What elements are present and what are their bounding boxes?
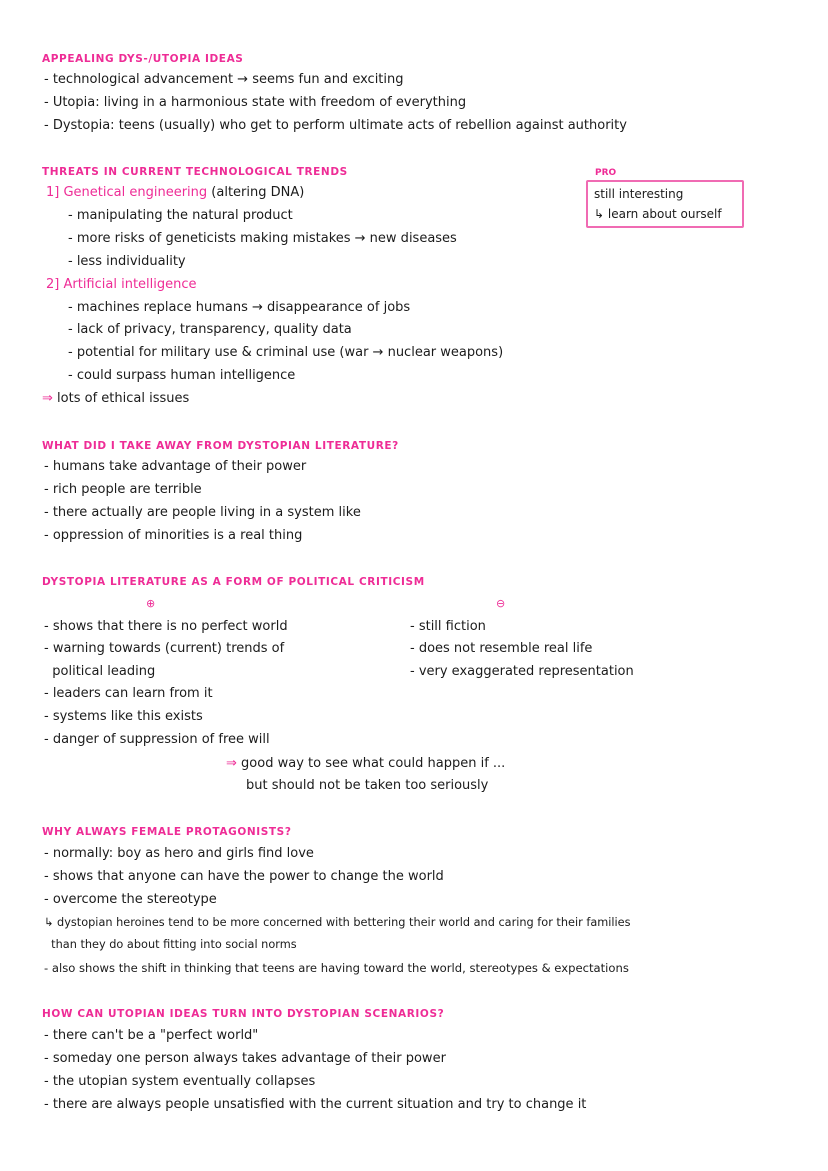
list-item: ↳ dystopian heroines tend to be more concerned with bettering their world and caring for their families (44, 916, 631, 929)
conclusion-text: but should not be taken too seriously (246, 778, 489, 793)
conclusion-text: lots of ethical issues (57, 391, 190, 406)
list-item: - machines replace humans → disappearance of jobs (68, 300, 411, 315)
list-item: than they do about fitting into social norms (44, 938, 297, 951)
list-item: - humans take advantage of their power (44, 459, 307, 474)
section-heading-female-protagonists: WHY ALWAYS FEMALE PROTAGONISTS? (42, 826, 292, 838)
subheading-number: 2] (46, 277, 60, 292)
list-item: - also shows the shift in thinking that teens are having toward the world, stereotypes & expectations (44, 961, 629, 975)
pro-item: ↳ learn about ourself (594, 207, 722, 221)
pro-list-item: political leading (44, 664, 156, 679)
list-item: - shows that anyone can have the power to change the world (44, 869, 444, 884)
minus-circle-icon: ⊖ (496, 597, 506, 610)
list-item: - lack of privacy, transparency, quality data (68, 322, 352, 337)
list-item: - potential for military use & criminal use (war → nuclear weapons) (68, 345, 504, 360)
list-item: - more risks of geneticists making mistakes → new diseases (68, 231, 457, 246)
subheading-title: Artificial intelligence (63, 277, 197, 292)
subheading-number: 1] (46, 185, 60, 200)
list-item: - could surpass human intelligence (68, 368, 296, 383)
pro-list-item: - leaders can learn from it (44, 686, 213, 701)
double-arrow-icon: ⇒ (42, 391, 53, 406)
plus-circle-icon: ⊕ (146, 597, 156, 610)
pro-item: still interesting (594, 187, 684, 201)
subheading-note: (altering DNA) (211, 185, 305, 200)
list-item: - there can't be a "perfect world" (44, 1028, 259, 1043)
pro-list-item: - warning towards (current) trends of (44, 641, 285, 656)
section-heading-takeaway: WHAT DID I TAKE AWAY FROM DYSTOPIAN LITERATURE? (42, 440, 399, 452)
section-heading-utopian-to-dystopian: HOW CAN UTOPIAN IDEAS TURN INTO DYSTOPIAN SCENARIOS? (42, 1008, 445, 1020)
list-item: - rich people are terrible (44, 482, 202, 497)
con-list-item: - still fiction (410, 619, 486, 634)
conclusion-line (226, 756, 505, 772)
list-item: - someday one person always takes advantage of their power (44, 1051, 446, 1066)
list-item: - manipulating the natural product (68, 208, 293, 223)
list-item: - Dystopia: teens (usually) who get to perform ultimate acts of rebellion against authority (44, 118, 627, 133)
list-item: - overcome the stereotype (44, 892, 217, 907)
section-heading-political-criticism: DYSTOPIA LITERATURE AS A FORM OF POLITICAL CRITICISM (42, 576, 425, 588)
list-item: - oppression of minorities is a real thing (44, 528, 303, 543)
section-heading-threats: THREATS IN CURRENT TECHNOLOGICAL TRENDS (42, 166, 348, 178)
list-item: - there are always people unsatisfied with the current situation and try to change it (44, 1097, 587, 1112)
list-item: - Utopia: living in a harmonious state with freedom of everything (44, 95, 467, 110)
list-item: - the utopian system eventually collapses (44, 1074, 316, 1089)
conclusion-line (42, 391, 189, 407)
list-item: - less individuality (68, 254, 186, 269)
pro-list-item: - shows that there is no perfect world (44, 619, 288, 634)
pro-list-item: - danger of suppression of free will (44, 732, 270, 747)
subheading-title: Genetical engineering (63, 185, 208, 200)
conclusion-text: good way to see what could happen if ... (241, 756, 506, 771)
subheading-genetical-engineering (46, 185, 304, 201)
pro-list-item: - systems like this exists (44, 709, 203, 724)
list-item: - normally: boy as hero and girls find love (44, 846, 314, 861)
subheading-artificial-intelligence (46, 277, 197, 293)
list-item: - technological advancement → seems fun and exciting (44, 72, 404, 87)
section-heading-appealing: APPEALING DYS-/UTOPIA IDEAS (42, 53, 244, 65)
pro-label: PRO (595, 168, 617, 178)
list-item: - there actually are people living in a system like (44, 505, 361, 520)
double-arrow-icon: ⇒ (226, 756, 237, 771)
con-list-item: - does not resemble real life (410, 641, 593, 656)
con-list-item: - very exaggerated representation (410, 664, 634, 679)
